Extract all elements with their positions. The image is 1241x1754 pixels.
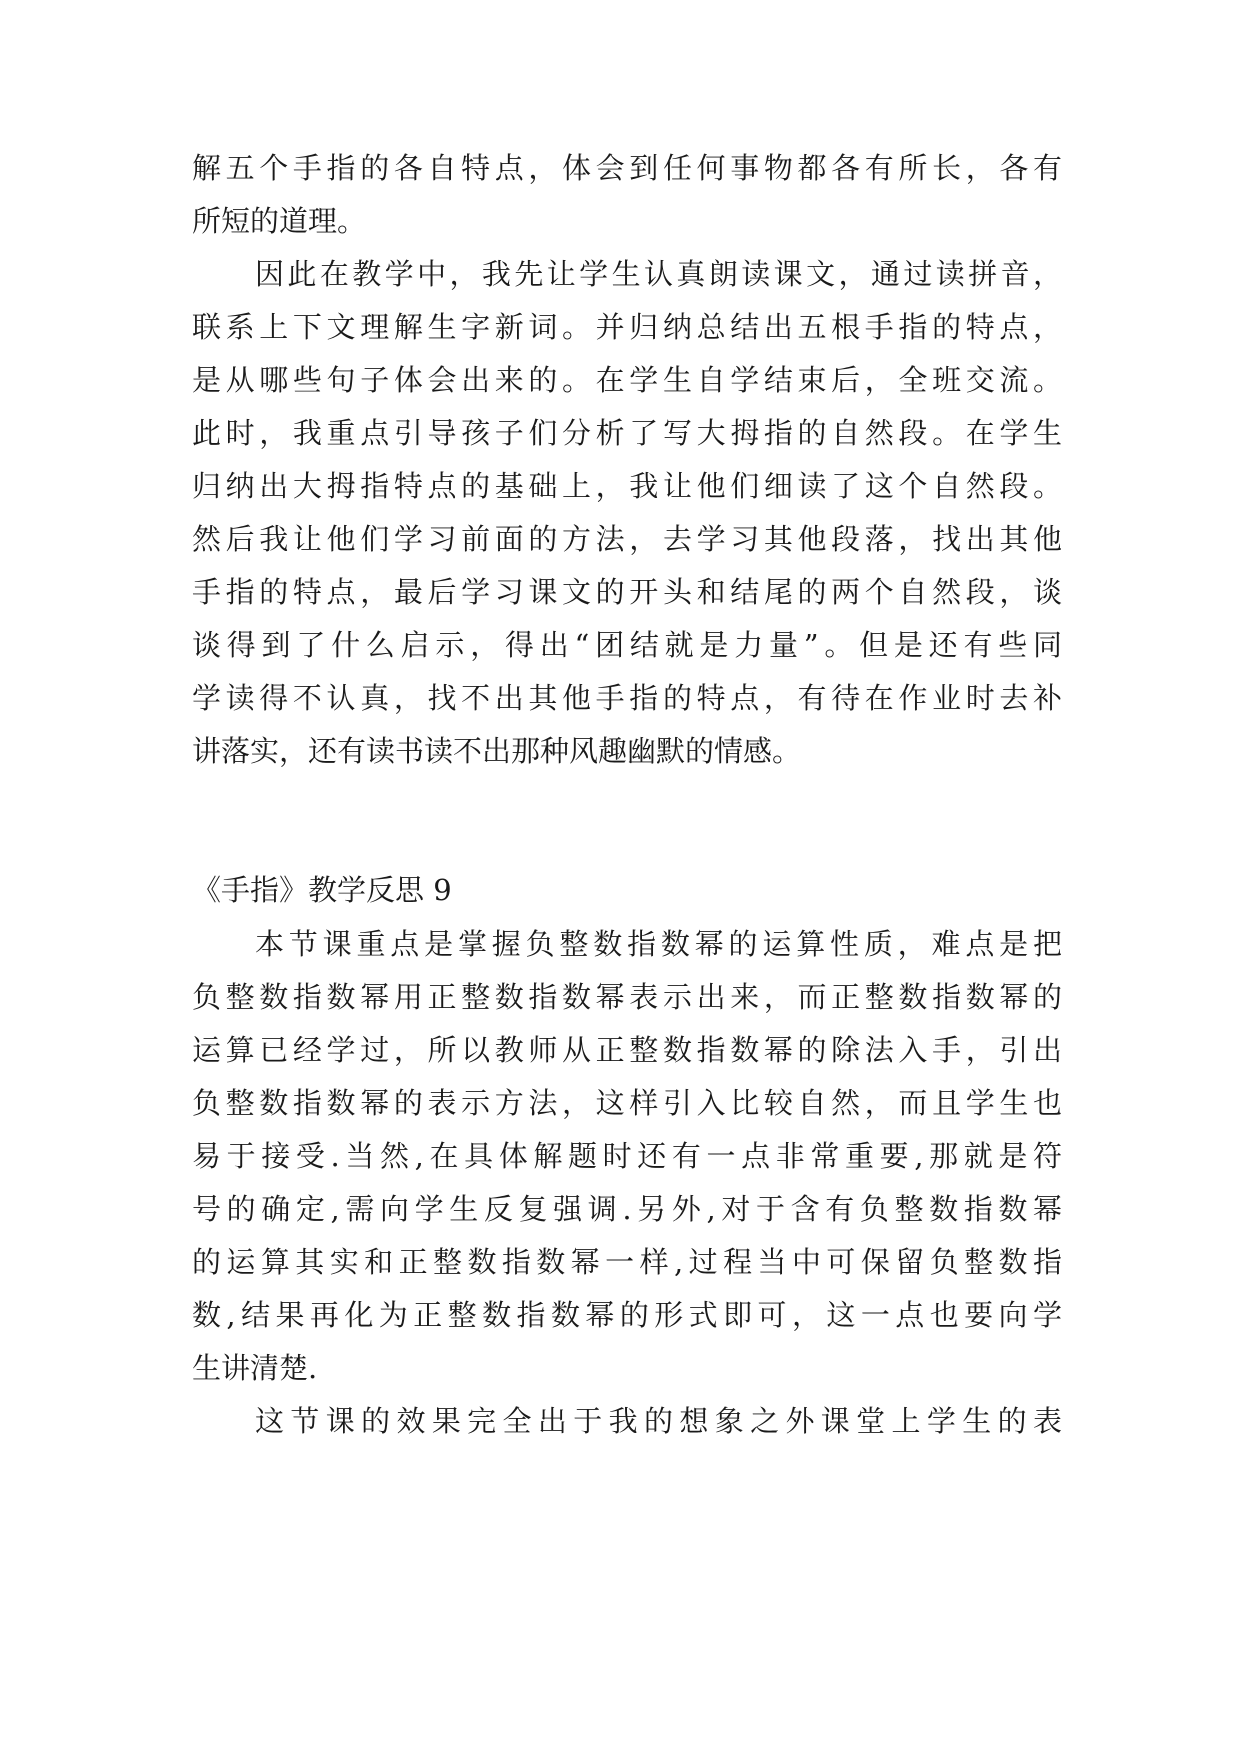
paragraph-3-line-2: 负整数指数幂用正整数指数幂表示出来，而正整数指数幂的 [192,980,1062,1014]
paragraph-3-line-1: 本节课重点是掌握负整数指数幂的运算性质，难点是把 [255,927,1062,961]
paragraph-3-line-5: 易于接受.当然,在具体解题时还有一点非常重要,那就是符 [192,1139,1062,1173]
paragraph-2-line-6: 然后我让他们学习前面的方法，去学习其他段落，找出其他 [192,522,1062,556]
paragraph-3-line-6: 号的确定,需向学生反复强调.另外,对于含有负整数指数幂 [192,1192,1062,1226]
paragraph-3-line-8: 数,结果再化为正整数指数幂的形式即可，这一点也要向学 [192,1298,1062,1332]
paragraph-1-line-2: 所短的道理。 [192,204,367,238]
paragraph-2-line-3: 是从哪些句子体会出来的。在学生自学结束后，全班交流。 [192,363,1062,397]
paragraph-2-line-5: 归纳出大拇指特点的基础上，我让他们细读了这个自然段。 [192,469,1062,503]
paragraph-2-line-8: 谈得到了什么启示，得出“团结就是力量”。但是还有些同 [192,628,1062,662]
paragraph-2-line-4: 此时，我重点引导孩子们分析了写大拇指的自然段。在学生 [192,416,1062,450]
paragraph-2-line-7: 手指的特点，最后学习课文的开头和结尾的两个自然段，谈 [192,575,1062,609]
paragraph-3-line-3: 运算已经学过，所以教师从正整数指数幂的除法入手，引出 [192,1033,1062,1067]
paragraph-3-line-7: 的运算其实和正整数指数幂一样,过程当中可保留负整数指 [192,1245,1062,1279]
paragraph-2-line-10: 讲落实，还有读书读不出那种风趣幽默的情感。 [192,734,802,768]
paragraph-4-line-1: 这节课的效果完全出于我的想象之外课堂上学生的表 [255,1404,1062,1438]
paragraph-3-line-9: 生讲清楚. [192,1351,318,1385]
paragraph-2-line-9: 学读得不认真，找不出其他手指的特点，有待在作业时去补 [192,681,1062,715]
paragraph-2-line-2: 联系上下文理解生字新词。并归纳总结出五根手指的特点， [192,310,1062,344]
paragraph-2-line-1: 因此在教学中，我先让学生认真朗读课文，通过读拼音， [255,257,1062,291]
paragraph-3-line-4: 负整数指数幂的表示方法，这样引入比较自然，而且学生也 [192,1086,1062,1120]
section-heading: 《手指》教学反思 9 [192,873,452,907]
paragraph-1-line-1: 解五个手指的各自特点，体会到任何事物都各有所长，各有 [192,151,1062,185]
